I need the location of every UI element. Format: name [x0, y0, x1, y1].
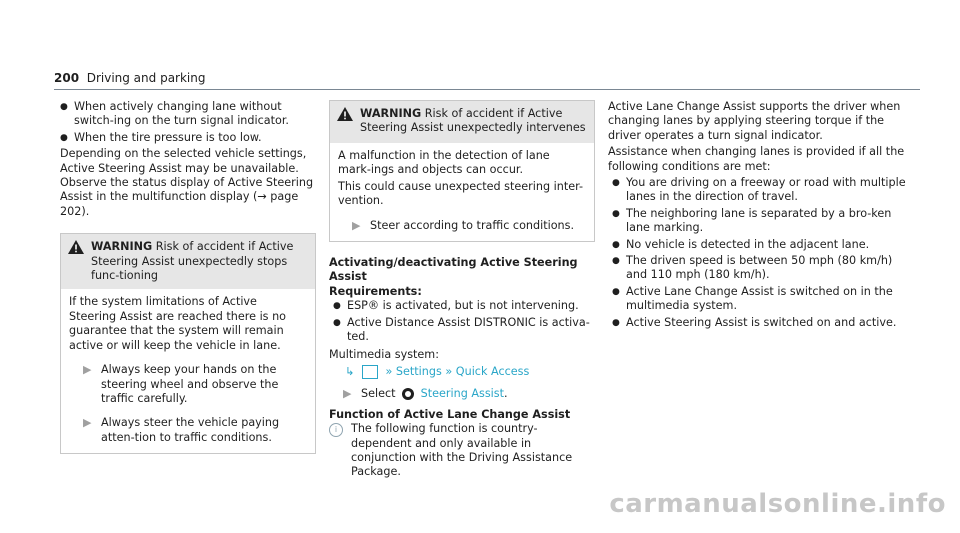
home-icon: [362, 365, 378, 379]
arrow-icon: ▶: [83, 416, 92, 430]
list-item: ● The neighboring lane is separated by a bro-ken lane marking.: [612, 206, 892, 235]
steering-assist-link: Steering Assist: [420, 387, 504, 401]
menu-quick-access: Quick Access: [455, 364, 530, 378]
warning-body: If the system limitations of Active Steering Assist are reached there is no guarantee that the system will remain active or will keep the vehicle in lane. ▶ Always keep your hands on the steering wheel and observe the traffic carefully. ▶ Always steer the vehicle paying atten-tion to traffic conditions.: [61, 289, 315, 453]
info-note: i The following function is country-dependent and only available in conjunction with the Driving Assistance Package.: [329, 422, 595, 480]
list-item: ● Active Lane Change Assist is switched on in the multimedia system.: [612, 284, 893, 313]
multimedia-label: Multimedia system:: [329, 348, 439, 362]
column-2: [329, 100, 595, 480]
arrow-icon: ▶: [83, 363, 92, 377]
section-title: Driving and parking: [86, 71, 206, 85]
warning-body: A malfunction in the detection of lane mark-ings and objects can occur. This could cause unexpected steering inter-vention. ▶ Steer according to traffic conditions.: [330, 143, 594, 241]
chevron-icon: »: [445, 364, 453, 378]
page-header: [54, 71, 205, 85]
list-item: ● Active Distance Assist DISTRONIC is activa-ted.: [333, 315, 590, 344]
list-item: ● You are driving on a freeway or road with multiple lanes in the direction of travel.: [612, 176, 906, 204]
column-3: [608, 100, 908, 332]
paragraph: Assistance when changing lanes is provided if all the following conditions are met:: [608, 145, 905, 173]
requirements-label: Requirements:: [329, 284, 422, 298]
watermark: carmanualsonline.info: [609, 489, 946, 519]
paragraph: Active Lane Change Assist supports the driver when changing lanes by applying steering torque if the driver operates a turn signal indicator.: [608, 100, 901, 142]
list-item: ● Active Steering Assist is switched on and active.: [612, 315, 897, 329]
list-item: ● When the tire pressure is too low.: [60, 130, 262, 144]
step: ▶ Select Steering Assist.: [343, 387, 508, 401]
steering-assist-icon: [402, 388, 414, 400]
warning-header: WARNING Risk of accident if Active Steering Assist unexpectedly intervenes: [330, 101, 594, 143]
menu-path: [329, 365, 595, 379]
step: ▶ Always steer the vehicle paying atten-tion to traffic conditions.: [83, 416, 280, 444]
warning-box: [60, 233, 316, 454]
chevron-icon: »: [385, 364, 393, 378]
column-1: [60, 100, 316, 454]
info-icon: i: [329, 423, 343, 437]
list-item: ● The driven speed is between 50 mph (80 km/h) and 110 mph (180 km/h).: [612, 254, 893, 282]
warning-box: [329, 100, 595, 242]
list-item: ● No vehicle is detected in the adjacent lane.: [612, 237, 870, 251]
arrow-icon: ▶: [343, 387, 352, 401]
header-rule: [54, 89, 920, 90]
step: ▶ Always keep your hands on the steering wheel and observe the traffic carefully.: [83, 363, 279, 405]
warning-icon: [67, 239, 85, 255]
section-heading: Function of Active Lane Change Assist: [329, 407, 571, 421]
arrow-icon: ▶: [352, 218, 361, 232]
list-item: ● When actively changing lane without switch-ing on the turn signal indicator.: [60, 100, 289, 128]
warning-icon: [336, 106, 354, 122]
section-heading: Activating/deactivating Active Steering Assist: [329, 256, 578, 284]
list-item: ● ESP® is activated, but is not intervening.: [333, 299, 579, 313]
return-arrow-icon: ↳: [345, 364, 355, 378]
menu-settings: Settings: [395, 364, 442, 378]
paragraph: Depending on the selected vehicle settings, Active Steering Assist may be unavailable. Observe the status display of Active Steering Assist in the multifunction display (→ page 202).: [60, 147, 314, 218]
step: ▶ Steer according to traffic conditions.: [352, 218, 575, 232]
warning-header: WARNING Risk of accident if Active Steering Assist unexpectedly stops func-tioning: [61, 234, 315, 289]
page-number: 200: [54, 71, 80, 85]
